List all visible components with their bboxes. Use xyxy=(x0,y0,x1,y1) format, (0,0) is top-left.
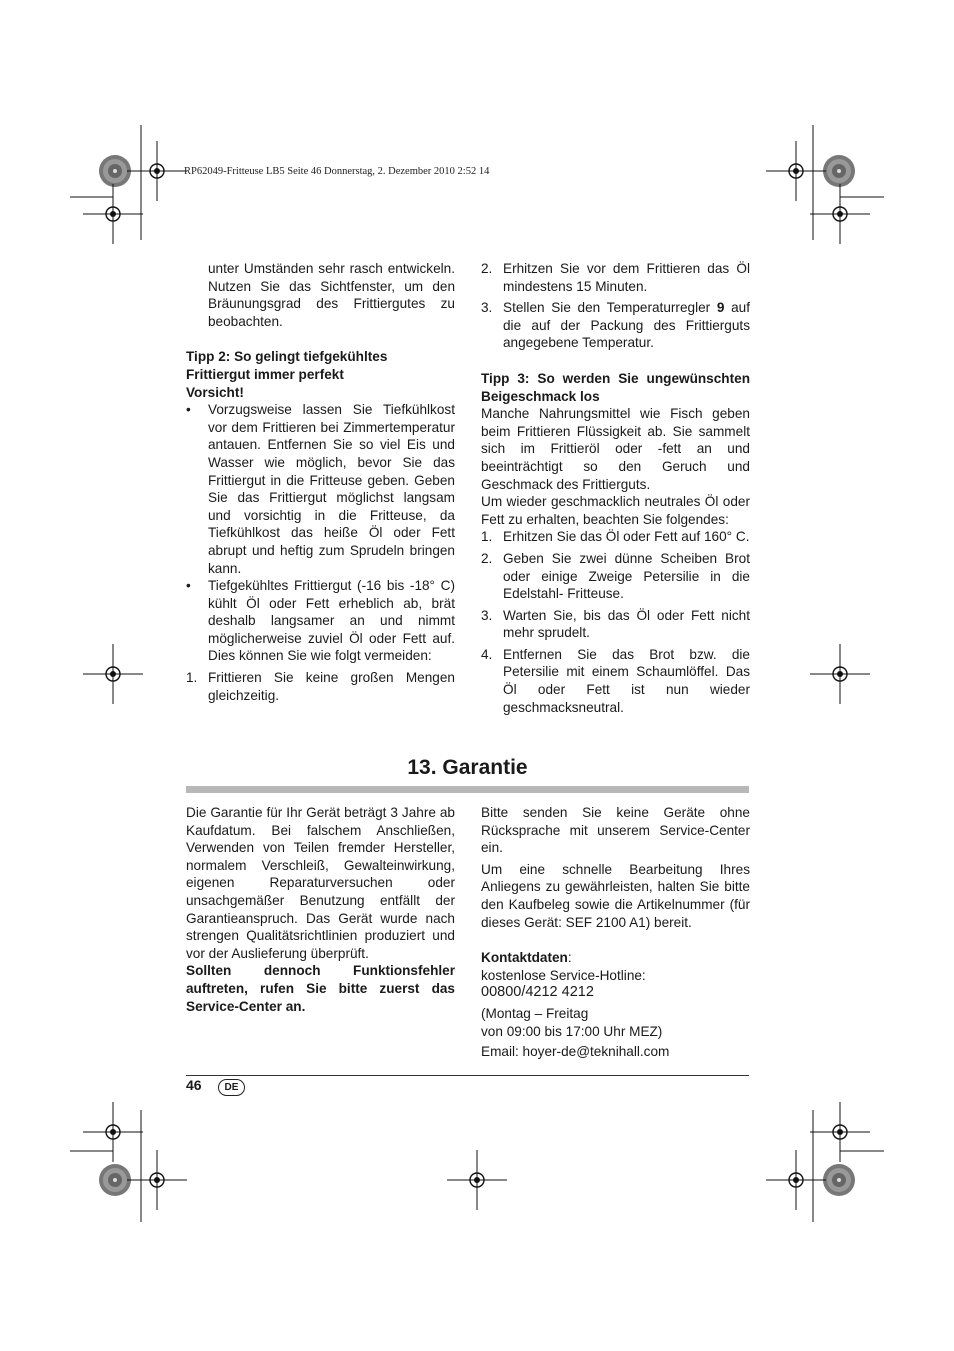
footer-rule xyxy=(186,1075,749,1076)
step-item: 4. Entfernen Sie das Brot bzw. die Petersilie mit einem Schaumlöffel. Das Öl oder Fett ist nun wieder geschmacksneutral. xyxy=(481,646,750,715)
print-header: RP62049-Fritteuse LB5 Seite 46 Donnerstag, 2. Dezember 2010 2:52 14 xyxy=(184,166,490,177)
intro-paragraph: unter Umständen sehr rasch entwickeln. Nutzen Sie das Sichtfenster, um den Bräunungsgrad des Frittiergutes zu beobachten. xyxy=(208,261,455,329)
email-address: Email: hoyer-de@teknihall.com xyxy=(481,1044,670,1060)
bullet-item: • Tiefgekühltes Frittiergut (-16 bis -18° C) kühlt Öl oder Fett erheblich ab, brät deshalb langsamer an und nimmt möglicherweise zuviel Öl oder Fett auf. Dies können Sie wie folgt vermeiden: xyxy=(186,578,455,664)
language-badge: DE xyxy=(218,1079,245,1096)
section-title-bar xyxy=(186,786,749,793)
section-title: 13. Garantie xyxy=(407,756,528,779)
step-item: 3. Warten Sie, bis das Öl oder Fett nicht mehr sprudelt. xyxy=(481,607,750,641)
right-column xyxy=(481,260,750,716)
numbered-item: 2. Erhitzen Sie vor dem Frittieren das Öl mindestens 15 Minuten. xyxy=(481,261,750,294)
tip3-heading: Tipp 3: So werden Sie ungewünschten Beigeschmack los xyxy=(481,370,750,404)
hours-line-2: von 09:00 bis 17:00 Uhr MEZ) xyxy=(481,1023,663,1039)
left-column xyxy=(186,260,455,704)
numbered-item: 3. Stellen Sie den Temperaturregler 9 auf die auf der Packung des Frittierguts angegebene Temperatur. xyxy=(481,300,750,351)
step-item: 1. Erhitzen Sie das Öl oder Fett auf 160° C. xyxy=(481,529,750,545)
garantie-bold-paragraph: Sollten dennoch Funktionsfehler auftreten, rufen Sie bitte zuerst das Service-Center an. xyxy=(186,963,455,1014)
hotline-number: 00800/4212 4212 xyxy=(481,984,594,1001)
garantie-right-column xyxy=(481,804,750,1061)
processing-note: Um eine schnelle Bearbeitung Ihres Anliegens zu gewährleisten, halten Sie bitte den Kaufbeleg sowie die Artikelnummer (für dieses Gerät: SEF 2100 A1) bereit. xyxy=(481,861,750,930)
tip3-paragraph-2: Um wieder geschmacklich neutrales Öl oder Fett zu erhalten, beachten Sie folgendes: xyxy=(481,494,750,527)
tip3-paragraph: Manche Nahrungsmittel wie Fisch geben beim Frittieren Flüssigkeit ab. Sie sammelt sich im Frittieröl oder -fett an und beeinträchtigt so den Geruch und Geschmack des Frittierguts. xyxy=(481,406,750,492)
garantie-paragraph: Die Garantie für Ihr Gerät beträgt 3 Jahre ab Kaufdatum. Bei falschem Anschließen, Verwenden von Teilen fremder Hersteller, normalem Verschleiß, Gewalteinwirkung, eigenen Reparaturversuchen oder unsachgemäßer Benutzung entfällt der Garantieanspruch. Das Gerät wurde nach strengen Qualitätsrichtlinien produziert und vor der Auslieferung überprüft. xyxy=(186,805,455,961)
bullet-item: • Vorzugsweise lassen Sie Tiefkühlkost vor dem Frittieren bei Zimmertemperatur antauen. Entfernen Sie so viel Eis und Wasser wie möglich, bevor Sie das Frittiergut in die Fritteuse geben. Geben Sie das Frittiergut möglichst langsam und vorsichtig in die Fritteuse, da Tiefkühlkost das heiße Öl oder Fett abrupt und heftig zum Sprudeln bringen kann. xyxy=(186,402,455,576)
bullet-icon: • xyxy=(186,578,191,594)
hotline-label: kostenlose Service-Hotline: xyxy=(481,967,646,983)
garantie-left-column xyxy=(186,804,455,1015)
bullet-icon: • xyxy=(186,402,191,418)
control-number: 9 xyxy=(716,300,725,316)
contact-heading: Kontaktdaten: xyxy=(481,950,572,966)
caution-label: Vorsicht! xyxy=(186,384,244,400)
return-note: Bitte senden Sie keine Geräte ohne Rücksprache mit unserem Service-Center ein. xyxy=(481,805,750,856)
hours-line-1: (Montag – Freitag xyxy=(481,1005,589,1021)
numbered-item: 1. Frittieren Sie keine großen Mengen gleichzeitig. xyxy=(186,670,455,703)
step-item: 2. Geben Sie zwei dünne Scheiben Brot oder einige Zweige Petersilie in die Edelstahl- Fritteuse. xyxy=(481,550,750,602)
page-number: 46 xyxy=(186,1077,202,1093)
tip2-heading: Tipp 2: So gelingt tiefgekühltes Frittiergut immer perfekt xyxy=(186,349,388,382)
